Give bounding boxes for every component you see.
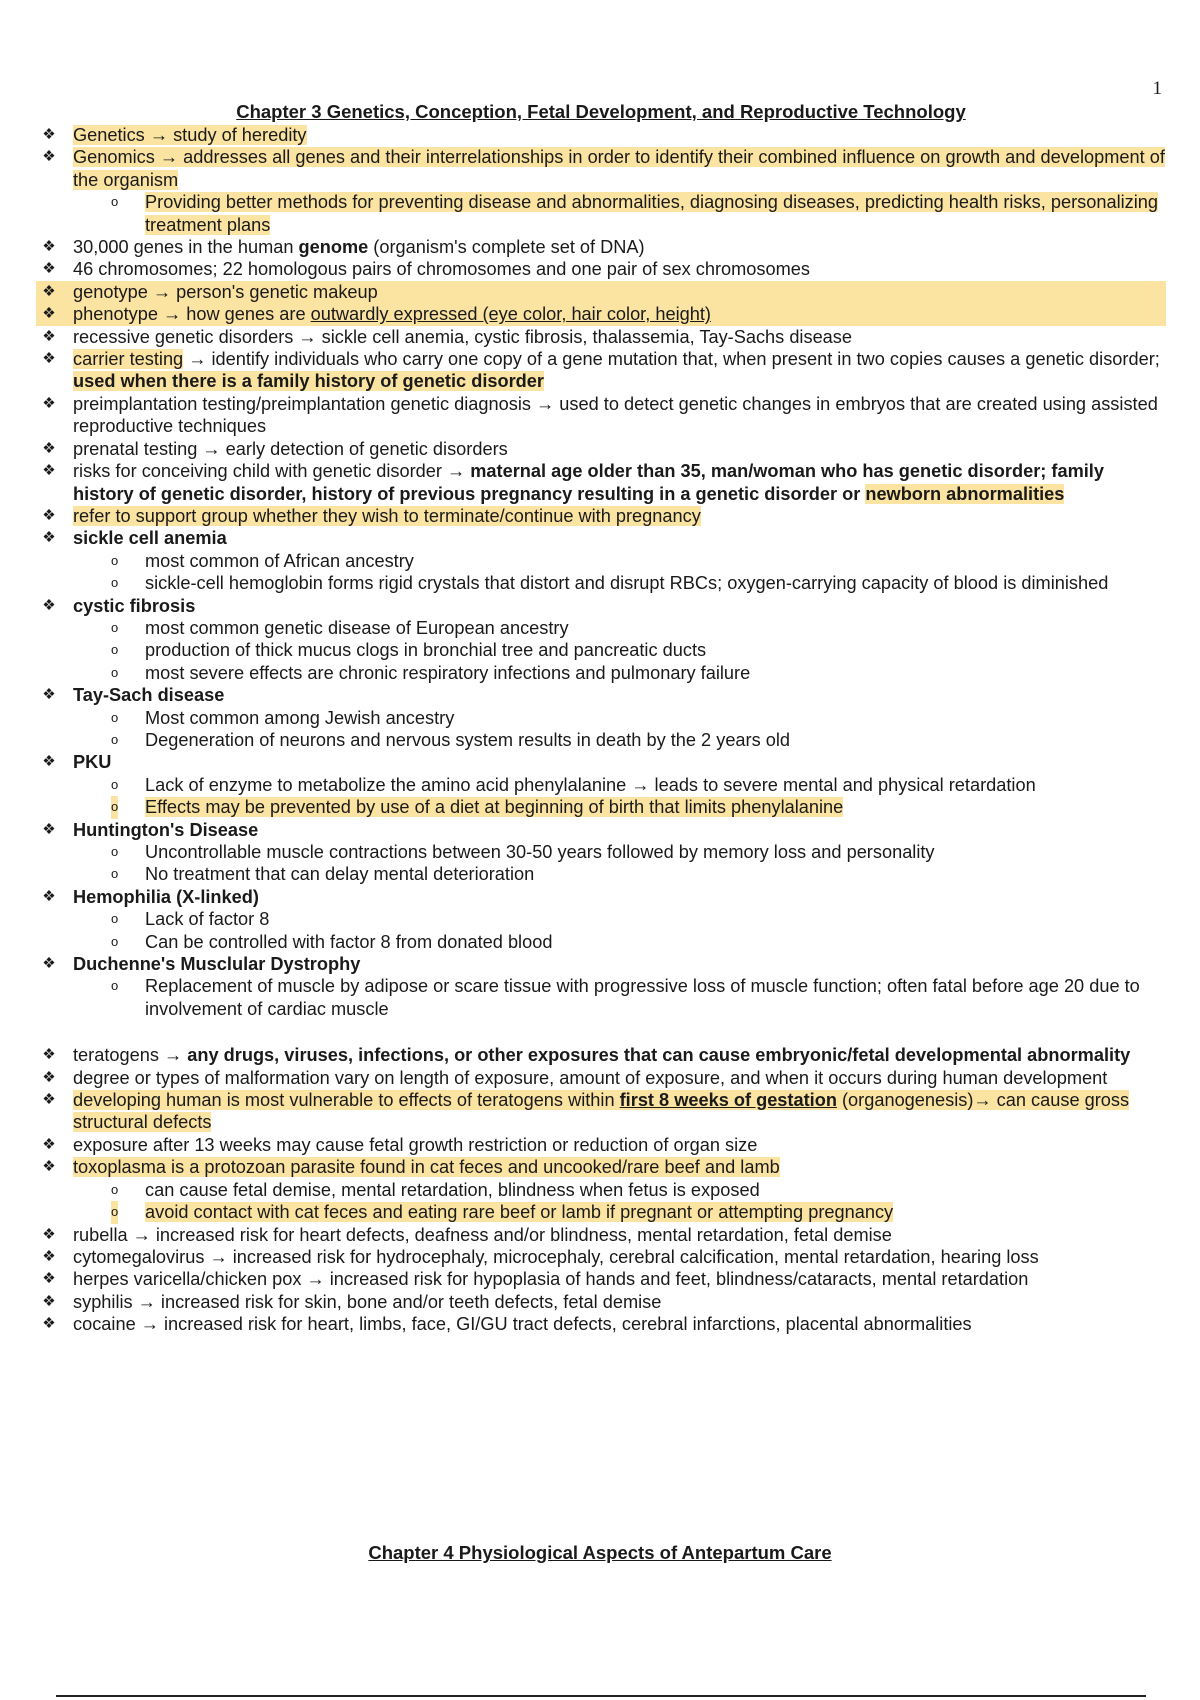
sub-list-item: o Most common among Jewish ancestry — [111, 707, 455, 728]
list-item: ❖ refer to support group whether they wish to terminate/continue with pregnancy — [36, 505, 1166, 527]
diamond-bullet-icon: ❖ — [42, 887, 56, 905]
diamond-bullet-icon: ❖ — [42, 1292, 56, 1310]
sub-list-item: o Lack of factor 8 — [111, 909, 270, 930]
diamond-bullet-icon: ❖ — [42, 350, 56, 368]
page-bottom-rule — [56, 1695, 1146, 1697]
circle-bullet-icon: o — [111, 194, 119, 210]
sub-list-item: o Replacement of muscle by adipose or scare tissue with progressive loss of muscle function; often fatal before age 20 due to involvement of cardiac muscle — [111, 976, 1140, 1019]
sub-list-item: o can cause fetal demise, mental retardation, blindness when fetus is exposed — [111, 1179, 760, 1200]
circle-bullet-icon: o — [111, 1201, 118, 1223]
diamond-bullet-icon: ❖ — [42, 394, 56, 412]
diamond-bullet-icon: ❖ — [42, 439, 56, 457]
list-item: ❖ exposure after 13 weeks may cause fetal growth restriction or reduction of organ size — [36, 1134, 1166, 1156]
sub-list-item: o most severe effects are chronic respiratory infections and pulmonary failure — [111, 662, 751, 683]
circle-bullet-icon: o — [111, 866, 119, 882]
diamond-bullet-icon: ❖ — [42, 753, 56, 771]
chapter-title: Chapter 3 Genetics, Conception, Fetal Development, and Reproductive Technology — [236, 101, 966, 122]
diamond-bullet-icon: ❖ — [42, 1158, 56, 1176]
diamond-bullet-icon: ❖ — [42, 305, 56, 323]
list-item: ❖ syphilis → increased risk for skin, bone and/or teeth defects, fetal demise — [36, 1291, 1166, 1313]
list-item: ❖ 46 chromosomes; 22 homologous pairs of chromosomes and one pair of sex chromosomes — [36, 258, 1166, 280]
diamond-bullet-icon: ❖ — [42, 1135, 56, 1153]
diamond-bullet-icon: ❖ — [42, 686, 56, 704]
list-item: ❖ PKU o Lack of enzyme to metabolize the amino acid phenylalanine → leads to severe mental and physical retardation o Effects may be prevented by use of a diet at beginning of birth that limits phenylalanine — [36, 751, 1166, 818]
circle-bullet-icon: o — [111, 642, 119, 658]
circle-bullet-icon: o — [111, 796, 118, 818]
list-item: ❖ Genetics → study of heredity — [36, 124, 1166, 146]
list-item: ❖ herpes varicella/chicken pox → increased risk for hypoplasia of hands and feet, blindness/cataracts, mental retardation — [36, 1268, 1166, 1290]
diamond-bullet-icon: ❖ — [42, 955, 56, 973]
diamond-bullet-icon: ❖ — [42, 1046, 56, 1064]
diamond-bullet-icon: ❖ — [42, 596, 56, 614]
page-number: 1 — [1152, 78, 1162, 99]
list-item: ❖ Duchenne's Musclular Dystrophy o Replacement of muscle by adipose or scare tissue with progressive loss of muscle function; often fatal before age 20 due to involvement of cardiac muscle — [36, 953, 1166, 1020]
chapter-4-title: Chapter 4 Physiological Aspects of Antepartum Care — [368, 1542, 832, 1563]
diamond-bullet-icon: ❖ — [42, 282, 56, 300]
sub-list-item: o No treatment that can delay mental deterioration — [111, 864, 535, 885]
circle-bullet-icon: o — [111, 664, 119, 680]
list-item: ❖ 30,000 genes in the human genome (organism's complete set of DNA) — [36, 236, 1166, 258]
list-item: ❖ Tay-Sach disease o Most common among Jewish ancestry o Degeneration of neurons and nervous system results in death by the 2 years old — [36, 684, 1166, 751]
sub-list-item: o Degeneration of neurons and nervous system results in death by the 2 years old — [111, 729, 791, 750]
circle-bullet-icon: o — [111, 575, 119, 591]
list-item: ❖ risks for conceiving child with genetic disorder → maternal age older than 35, man/woman who has genetic disorder; family history of genetic disorder, history of previous pregnancy resulting in a genetic disorder or newborn abnormalities — [36, 460, 1166, 505]
sub-list-item: o most common genetic disease of European ancestry — [111, 617, 569, 638]
diamond-bullet-icon: ❖ — [42, 148, 56, 166]
list-item: ❖ Hemophilia (X-linked) o Lack of factor 8 o Can be controlled with factor 8 from donated blood — [36, 886, 1166, 953]
circle-bullet-icon: o — [111, 776, 119, 792]
list-item: ❖ sickle cell anemia o most common of African ancestry o sickle-cell hemoglobin forms rigid crystals that distort and disrupt RBCs; oxygen-carrying capacity of blood is diminished — [36, 527, 1166, 594]
diamond-bullet-icon: ❖ — [42, 820, 56, 838]
circle-bullet-icon: o — [111, 1181, 119, 1197]
circle-bullet-icon: o — [111, 552, 119, 568]
list-item: ❖ cocaine → increased risk for heart, limbs, face, GI/GU tract defects, cerebral infarctions, placental abnormalities — [36, 1313, 1166, 1335]
sub-list-item: o production of thick mucus clogs in bronchial tree and pancreatic ducts — [111, 640, 707, 661]
diamond-bullet-icon: ❖ — [42, 1270, 56, 1288]
diamond-bullet-icon: ❖ — [42, 238, 56, 256]
sub-list-item: o sickle-cell hemoglobin forms rigid crystals that distort and disrupt RBCs; oxygen-carrying capacity of blood is diminished — [111, 573, 1109, 594]
list-item: ❖ Huntington's Disease o Uncontrollable muscle contractions between 30-50 years followed by memory loss and personality o No treatment that can delay mental deterioration — [36, 819, 1166, 886]
circle-bullet-icon: o — [111, 933, 119, 949]
diamond-bullet-icon: ❖ — [42, 1225, 56, 1243]
list-item: ❖ cytomegalovirus → increased risk for hydrocephaly, microcephaly, cerebral calcification, mental retardation, hearing loss — [36, 1246, 1166, 1268]
document-body — [36, 100, 1166, 1336]
sub-list-item: o Effects may be prevented by use of a diet at beginning of birth that limits phenylalanine — [111, 797, 844, 818]
list-item: ❖ cystic fibrosis o most common genetic disease of European ancestry o production of thick mucus clogs in bronchial tree and pancreatic ducts o most severe effects are chronic respiratory infections and pulmonary failure — [36, 595, 1166, 685]
list-item: ❖ degree or types of malformation vary on length of exposure, amount of exposure, and when it occurs during human development — [36, 1067, 1166, 1089]
list-item: ❖ preimplantation testing/preimplantation genetic diagnosis → used to detect genetic changes in embryos that are created using assisted reproductive techniques — [36, 393, 1166, 438]
circle-bullet-icon: o — [111, 709, 119, 725]
sub-list-item: o avoid contact with cat feces and eating rare beef or lamb if pregnant or attempting pregnancy — [111, 1202, 894, 1223]
circle-bullet-icon: o — [111, 911, 119, 927]
circle-bullet-icon: o — [111, 844, 119, 859]
list-item: ❖ Genomics → addresses all genes and their interrelationships in order to identify their combined influence on growth and development of the organism o Providing better methods for preventing disease and abnormalities, diagnosing diseases, predicting health risks, personalizing treatment plans — [36, 146, 1166, 236]
diamond-bullet-icon: ❖ — [42, 1247, 56, 1265]
diamond-bullet-icon: ❖ — [42, 260, 56, 278]
circle-bullet-icon: o — [111, 978, 119, 994]
list-item: ❖ recessive genetic disorders → sickle cell anemia, cystic fibrosis, thalassemia, Tay-Sachs disease — [36, 326, 1166, 348]
diamond-bullet-icon: ❖ — [42, 462, 56, 480]
list-item: ❖ genotype → person's genetic makeup — [36, 281, 1166, 303]
list-item: ❖ phenotype → how genes are outwardly expressed (eye color, hair color, height) — [36, 303, 1166, 325]
circle-bullet-icon: o — [111, 619, 119, 635]
spacer — [36, 1020, 1166, 1044]
diamond-bullet-icon: ❖ — [42, 529, 56, 547]
list-item: ❖ prenatal testing → early detection of genetic disorders — [36, 438, 1166, 460]
list-item: ❖ teratogens → any drugs, viruses, infections, or other exposures that can cause embryonic/fetal developmental abnormality — [36, 1044, 1166, 1066]
diamond-bullet-icon: ❖ — [42, 1315, 56, 1333]
circle-bullet-icon: o — [111, 731, 119, 747]
diamond-bullet-icon: ❖ — [42, 1068, 56, 1086]
diamond-bullet-icon: ❖ — [42, 506, 56, 524]
diamond-bullet-icon: ❖ — [42, 126, 56, 143]
diamond-bullet-icon: ❖ — [42, 327, 56, 345]
sub-list-item: o Lack of enzyme to metabolize the amino acid phenylalanine → leads to severe mental and physical retardation — [111, 774, 1036, 795]
sub-list-item: o Can be controlled with factor 8 from donated blood — [111, 931, 553, 952]
sub-list-item: o Providing better methods for preventing disease and abnormalities, diagnosing diseases, predicting health risks, personalizing treatment plans — [111, 192, 1159, 235]
list-item: ❖ rubella → increased risk for heart defects, deafness and/or blindness, mental retardation, fetal demise — [36, 1224, 1166, 1246]
notes-list — [36, 124, 1166, 1336]
diamond-bullet-icon: ❖ — [42, 1091, 56, 1109]
list-item: ❖ developing human is most vulnerable to effects of teratogens within first 8 weeks of gestation (organogenesis)→ can cause gross structural defects — [36, 1089, 1166, 1134]
list-item: ❖ carrier testing → identify individuals who carry one copy of a gene mutation that, when present in two copies causes a genetic disorder; used when there is a family history of genetic disorder — [36, 348, 1166, 393]
sub-list-item: o Uncontrollable muscle contractions between 30-50 years followed by memory loss and personality — [111, 842, 935, 862]
list-item: ❖ toxoplasma is a protozoan parasite found in cat feces and uncooked/rare beef and lamb o can cause fetal demise, mental retardation, blindness when fetus is exposed o avoid contact with cat feces and eating rare beef or lamb if pregnant or attempting pregnancy — [36, 1156, 1166, 1223]
sub-list-item: o most common of African ancestry — [111, 550, 414, 571]
